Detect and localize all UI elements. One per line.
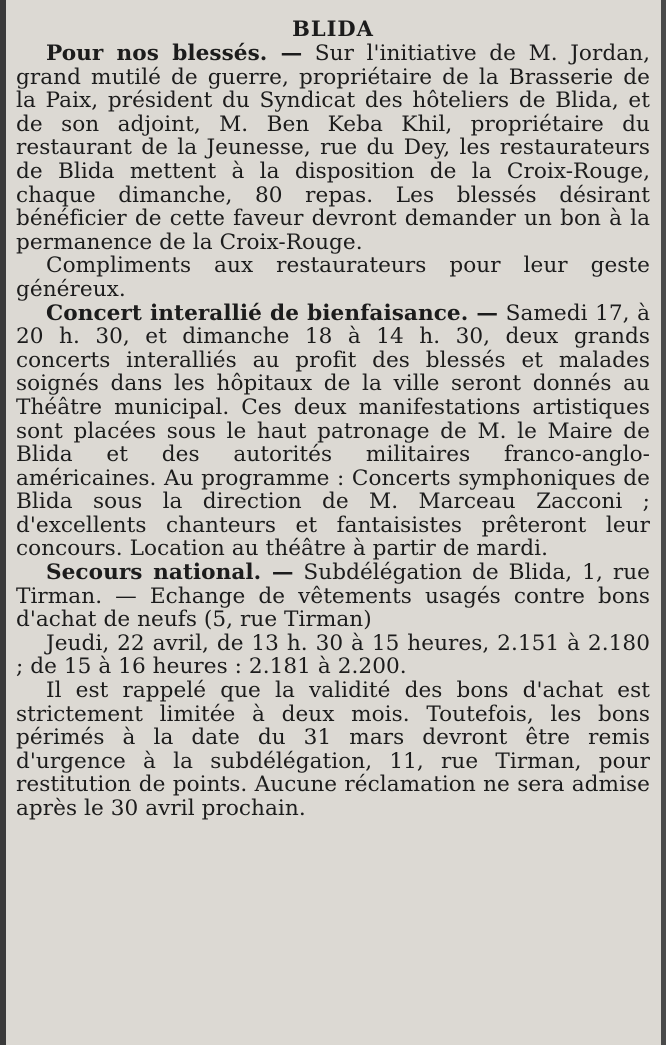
paragraph-body: Compliments aux restaurateurs pour leur geste généreux. [16,253,650,302]
article-column [16,16,650,821]
paragraph-body: Samedi 17, à 20 h. 30, et dimanche 18 à 14 h. 30, deux grands concerts interalliés au profit des blessés et malades soignés dans les hôpitaux de la ville seront donnés au Théâtre municipal. Ces deux manifestations artistiques sont placées sous le haut patronage de M. le Maire de Blida et des autorités militaires franco-anglo-américaines. Au programme : Concerts symphoniques de Blida sous la direction de M. Marceau Zacconi ; d'excellents chanteurs et fantaisistes prêteront leur concours. Location au théâtre à partir de mardi. [16,300,650,562]
paragraph-compliments [16,254,650,301]
paragraph-horaires [16,632,650,679]
paragraph-body: Sur l'initiative de M. Jordan, grand mutilé de guerre, propriétaire de la Brasserie de la Paix, président du Syndicat des hôteliers de Blida, et de son adjoint, M. Ben Keba Khil, propriétaire du restaurant de la Jeunesse, rue du Dey, les restaurateurs de Blida mettent à la disposition de la Croix-Rouge, chaque dimanche, 80 repas. Les blessés désirant bénéficier de cette faveur devront demander un bon à la permanence de la Croix-Rouge. [16,41,651,255]
paragraph-concert [16,302,650,562]
paragraph-lead: Pour nos blessés. — [46,41,303,66]
paragraph-pour-nos-blesses [16,42,650,254]
article-heading: BLIDA [292,16,374,41]
paragraph-validite-bons [16,679,650,821]
paragraph-secours-national [16,561,650,632]
paragraph-body: Subdélégation de Blida, 1, rue Tirman. — Echange de vêtements usagés contre bons d'achat de neufs (5, rue Tirman) [16,560,650,633]
paragraph-body: Jeudi, 22 avril, de 13 h. 30 à 15 heures, 2.151 à 2.180 ; de 15 à 16 heures : 2.181 à 2.200. [16,630,650,680]
paragraph-body: Il est rappelé que la validité des bons d'achat est strictement limitée à deux mois. Toutefois, les bons périmés à la date du 31 mars devront être remis d'urgence à la subdélégation, 11, rue Tirman, pour restitution de points. Aucune réclamation ne sera admise après le 30 avril prochain. [16,678,650,821]
paragraph-lead: Concert interallié de bienfaisance. — [46,300,499,326]
paragraph-lead: Secours national. — [46,560,294,586]
